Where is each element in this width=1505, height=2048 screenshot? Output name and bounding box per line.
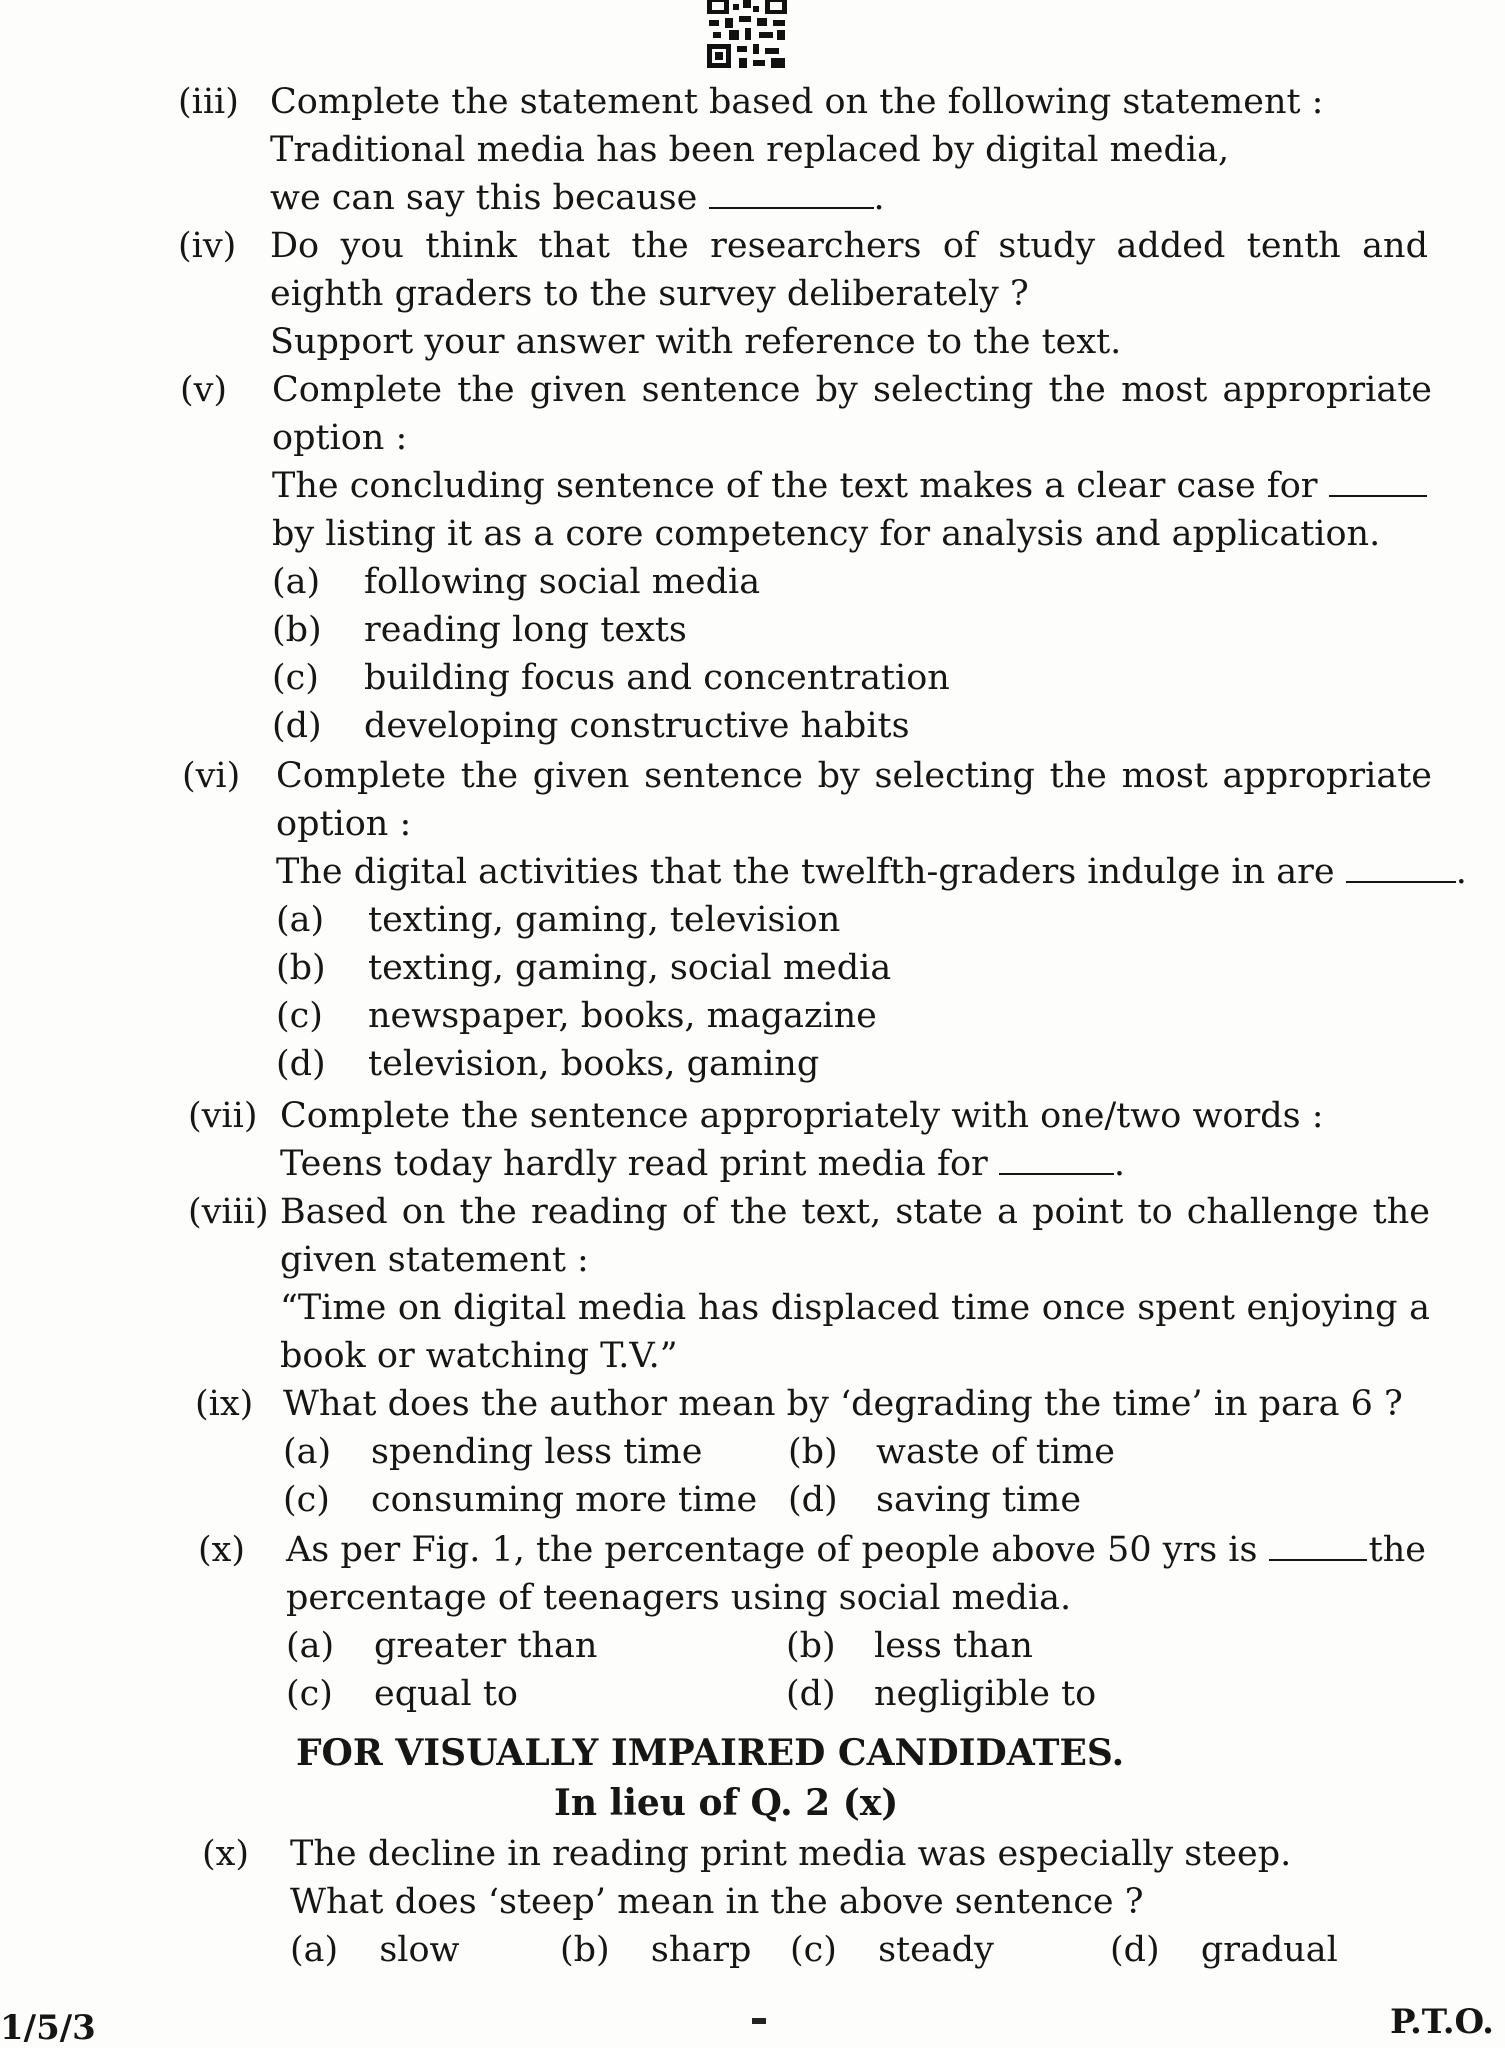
question-number: (v): [180, 370, 228, 410]
answer-blank: [1329, 463, 1427, 497]
question-number: (x): [202, 1834, 250, 1874]
option-c: (c) steady: [790, 1930, 994, 1970]
answer-blank: [709, 175, 874, 209]
section-heading: FOR VISUALLY IMPAIRED CANDIDATES.: [296, 1732, 1125, 1774]
answer-blank: [1346, 849, 1456, 883]
question-text: book or watching T.V.”: [280, 1336, 678, 1376]
question-number: (vi): [182, 756, 241, 796]
option-c: (c) building focus and concentration: [272, 658, 950, 698]
exam-page: (iii) Complete the statement based on the following statement : Traditional media has been replaced by digital media, we can say this because . (iv) Do you think that the researchers of study added tenth and eighth graders to the survey deliberately ? Support your answer with reference to the text. (v) Complete the given sentence by selecting the most appropriate option : The concluding sentence of the text makes a clear case for by listing it as a core competency for analysis and application. (a) following social media (b) reading long texts (c) building focus and concentration (d) developing constructive habits (vi) Complete the given sentence by selecting the most appropriate option : The digital activities that the twelfth-graders indulge in are . (a) texting, gaming, television (b) texting, gaming, social media (c) newspaper, books, magazine (d) television, books, gaming (vii) Complete the sentence appropriately with one/two words : Teens today hardly read print media for . (viii) Based on the reading of the text, state a point to challenge the given statement : “Time on digital media has displaced time once spent enjoying a book or watching T.V.” (ix) What does the author mean by ‘degrading the time’ in para 6 ? (a) spending less time (b) waste of time (c) consuming more time (d) saving time (x) As per Fig. 1, the percentage of people above 50 yrs is the percentage of teenagers using social media. (a) greater than (b) less than (c) equal to (d) negligible to FOR VISUALLY IMPAIRED CANDIDATES. In lieu of Q. 2 (x) (x) The decline in reading print media was especially steep. What does ‘steep’ mean in the above sentence ? (a) slow (b) sharp (c) steady (d) gradual 1/5/3 P.T.O.: [0, 0, 1505, 2034]
answer-blank: [1269, 1527, 1367, 1561]
question-text: Complete the given sentence by selecting the most appropriate: [276, 756, 1432, 796]
question-text: What does the author mean by ‘degrading the time’ in para 6 ?: [283, 1384, 1403, 1424]
question-text: As per Fig. 1, the percentage of people above 50 yrs is: [286, 1530, 1258, 1570]
question-text: What does ‘steep’ mean in the above sentence ?: [290, 1882, 1144, 1922]
question-text: Teens today hardly read print media for: [280, 1144, 988, 1184]
option-a: (a) following social media: [272, 562, 761, 602]
page-number-mark: [752, 2018, 766, 2024]
option-b: (b) reading long texts: [272, 610, 687, 650]
question-text: by listing it as a core competency for analysis and application.: [272, 514, 1381, 554]
question-number: (iii): [178, 82, 239, 122]
section-subheading: In lieu of Q. 2 (x): [554, 1782, 899, 1824]
option-d: (d) television, books, gaming: [276, 1044, 820, 1084]
question-text: eighth graders to the survey deliberately ?: [270, 274, 1029, 314]
question-text: given statement :: [280, 1240, 589, 1280]
question-text: The digital activities that the twelfth-graders indulge in are: [276, 852, 1335, 892]
option-b: (b) sharp: [560, 1930, 752, 1970]
question-text: The concluding sentence of the text makes a clear case for: [272, 466, 1318, 506]
question-text: percentage of teenagers using social media.: [286, 1578, 1072, 1618]
option-d: (d) developing constructive habits: [272, 706, 910, 746]
question-text: Do you think that the researchers of study added tenth and: [270, 226, 1428, 266]
option-a: (a) texting, gaming, television: [276, 900, 841, 940]
question-text: Complete the statement based on the following statement :: [270, 82, 1324, 122]
options-list: [276, 896, 1432, 1088]
option-d: (d) gradual: [1110, 1930, 1338, 1970]
options-grid: (a) spending less time (b) waste of time (c) consuming more time (d) saving time: [283, 1432, 1116, 1520]
question-text: option :: [276, 804, 412, 844]
question-text: the: [1368, 1530, 1426, 1570]
question-text: Complete the sentence appropriately with one/two words :: [280, 1096, 1324, 1136]
question-number: (x): [198, 1530, 246, 1570]
paper-code: 1/5/3: [0, 2008, 96, 2048]
question-text: we can say this because: [270, 178, 698, 218]
question-number: (viii): [188, 1192, 269, 1232]
question-text: “Time on digital media has displaced time once spent enjoying a: [280, 1288, 1430, 1328]
option-b: (b) texting, gaming, social media: [276, 948, 892, 988]
options-list: [272, 558, 1432, 750]
question-number: (ix): [195, 1384, 254, 1424]
qr-code: [703, 0, 791, 70]
question-text: Complete the given sentence by selecting the most appropriate: [272, 370, 1432, 410]
options-grid: (a) greater than (b) less than (c) equal to (d) negligible to: [286, 1626, 1097, 1714]
option-c: (c) newspaper, books, magazine: [276, 996, 877, 1036]
question-text: Based on the reading of the text, state a point to challenge the: [280, 1192, 1430, 1232]
question-text: option :: [272, 418, 408, 458]
options-row: [290, 1926, 1430, 1974]
answer-blank: [999, 1141, 1114, 1175]
option-a: (a) slow: [290, 1930, 460, 1970]
question-text: Traditional media has been replaced by digital media,: [270, 130, 1230, 170]
question-text: Support your answer with reference to the text.: [270, 322, 1122, 362]
question-text: The decline in reading print media was especially steep.: [290, 1834, 1292, 1874]
question-number: (iv): [178, 226, 237, 266]
pto-label: P.T.O.: [1390, 2002, 1494, 2042]
question-number: (vii): [188, 1096, 258, 1136]
